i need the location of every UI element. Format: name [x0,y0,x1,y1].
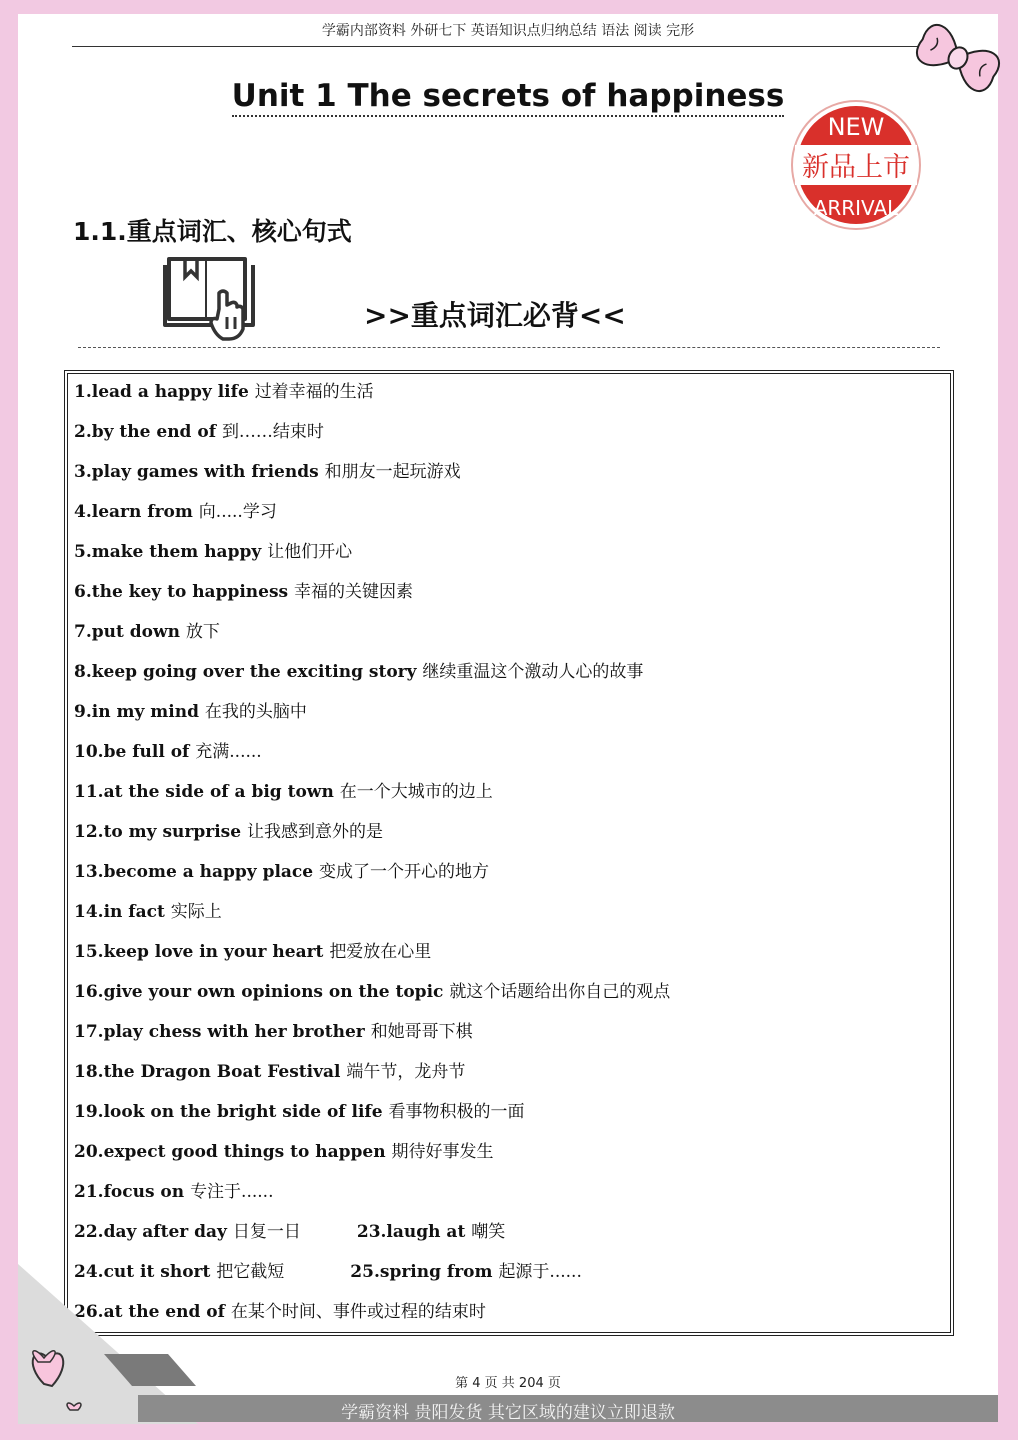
vocab-item [74,536,950,576]
vocab-item [74,856,950,896]
vocab-english: 17.play chess with her brother [74,1022,365,1042]
vocab-english: 24.cut it short [74,1262,211,1282]
vocab-item [74,696,950,736]
vocab-item [74,816,950,856]
vocab-english: 23.laugh at [356,1222,466,1242]
vocab-chinese: 嘲笑 [471,1222,506,1242]
vocab-item [74,1096,950,1136]
vocab-chinese: 起源于...... [498,1262,582,1282]
header-text: 学霸内部资料 外研七下 英语知识点归纳总结 语法 阅读 完形 [321,23,695,39]
vocab-chinese: 充满...... [195,742,262,762]
vocab-english: 10.be full of [74,742,190,762]
vocab-item [74,976,950,1016]
document-page [18,14,998,1422]
vocab-english: 9.in my mind [74,702,199,722]
vocab-chinese: 实际上 [170,902,222,922]
vocab-chinese: 到……结束时 [221,422,324,442]
vocab-english: 5.make them happy [74,542,262,562]
vocab-chinese: 和朋友一起玩游戏 [324,462,461,482]
vocab-chinese: 和她哥哥下棋 [370,1022,473,1042]
vocab-list [67,373,951,1333]
page-number: 第 4 页 共 204 页 [455,1376,561,1391]
vocab-english: 7.put down [74,622,180,642]
vocab-item [74,376,950,416]
vocab-chinese: 在一个大城市的边上 [339,782,493,802]
vocab-english: 22.day after day [74,1222,227,1242]
vocab-chinese: 过着幸福的生活 [254,382,374,402]
new-arrival-badge [789,98,923,232]
vocab-item [74,496,950,536]
vocab-item [74,1016,950,1056]
badge-middle-text: 新品上市 [802,152,910,183]
vocab-chinese: 在某个时间、事件或过程的结束时 [230,1302,486,1322]
vocab-item [74,1056,950,1096]
vocab-english: 2.by the end of [74,422,217,442]
title-text: Unit 1 The secrets of happiness [232,78,785,117]
vocab-english: 6.the key to happiness [74,582,289,602]
vocab-item [74,456,950,496]
vocab-english: 25.spring from [350,1262,493,1282]
vocab-english: 14.in fact [74,902,165,922]
vocab-item [74,656,950,696]
section-heading: 1.1.重点词汇、核心句式 [73,217,352,246]
vocab-english: 13.become a happy place [74,862,314,882]
vocab-chinese: 幸福的关键因素 [294,582,414,602]
vocab-english: 16.give your own opinions on the topic [74,982,444,1002]
vocab-chinese: 专注于...... [190,1182,274,1202]
vocab-english: 1.lead a happy life [74,382,249,402]
vocab-item [74,1176,950,1216]
badge-top-text: NEW [827,113,885,141]
vocab-english: 21.focus on [74,1182,185,1202]
vocab-item [74,896,950,936]
header-rule [72,46,918,47]
vocab-chinese: 让他们开心 [267,542,353,562]
vocab-english: 12.to my surprise [74,822,242,842]
badge-bottom-text: ARRIVAL [813,196,899,220]
vocab-item [74,1216,950,1256]
vocab-chinese: 继续重温这个激动人心的故事 [422,662,644,682]
vocab-chinese: 把它截短 [216,1262,285,1282]
vocab-english: 20.expect good things to happen [74,1142,386,1162]
vocab-pair-second [350,1256,582,1288]
vocab-chinese: 向.....学习 [198,502,277,522]
vocab-pair-second [357,1216,505,1248]
vocab-item [74,416,950,456]
vocab-chinese: 就这个话题给出你自己的观点 [449,982,671,1002]
vocab-chinese: 把爱放在心里 [329,942,432,962]
vocab-chinese: 让我感到意外的是 [246,822,383,842]
vocab-box [64,370,954,1336]
vocab-item [74,936,950,976]
vocab-item [74,1136,950,1176]
vocab-chinese: 看事物积极的一面 [388,1102,525,1122]
vocab-chinese: 在我的头脑中 [204,702,307,722]
vocab-chinese: 变成了一个开心的地方 [319,862,490,882]
book-icon [163,249,259,341]
vocab-english: 18.the Dragon Boat Festival [74,1062,341,1082]
vocab-english: 11.at the side of a big town [74,782,334,802]
vocab-chinese: 日复一日 [232,1222,301,1242]
vocab-english: 3.play games with friends [74,462,319,482]
sub-heading: >>重点词汇必背<< [364,299,626,332]
vocab-chinese: 期待好事发生 [391,1142,494,1162]
vocab-item [74,736,950,776]
dashed-divider [78,347,940,348]
vocab-english: 8.keep going over the exciting story [74,662,417,682]
vocab-english: 26.at the end of [74,1302,225,1322]
vocab-english: 4.learn from [74,502,193,522]
vocab-item [74,616,950,656]
vocab-english: 15.keep love in your heart [74,942,324,962]
vocab-chinese: 放下 [185,622,220,642]
vocab-chinese: 端午节，龙舟节 [346,1062,466,1082]
vocab-item [74,576,950,616]
vocab-english: 19.look on the bright side of life [74,1102,383,1122]
vocab-item [74,776,950,816]
footer-text: 学霸资料 贵阳发货 其它区域的建议立即退款 [341,1403,675,1423]
